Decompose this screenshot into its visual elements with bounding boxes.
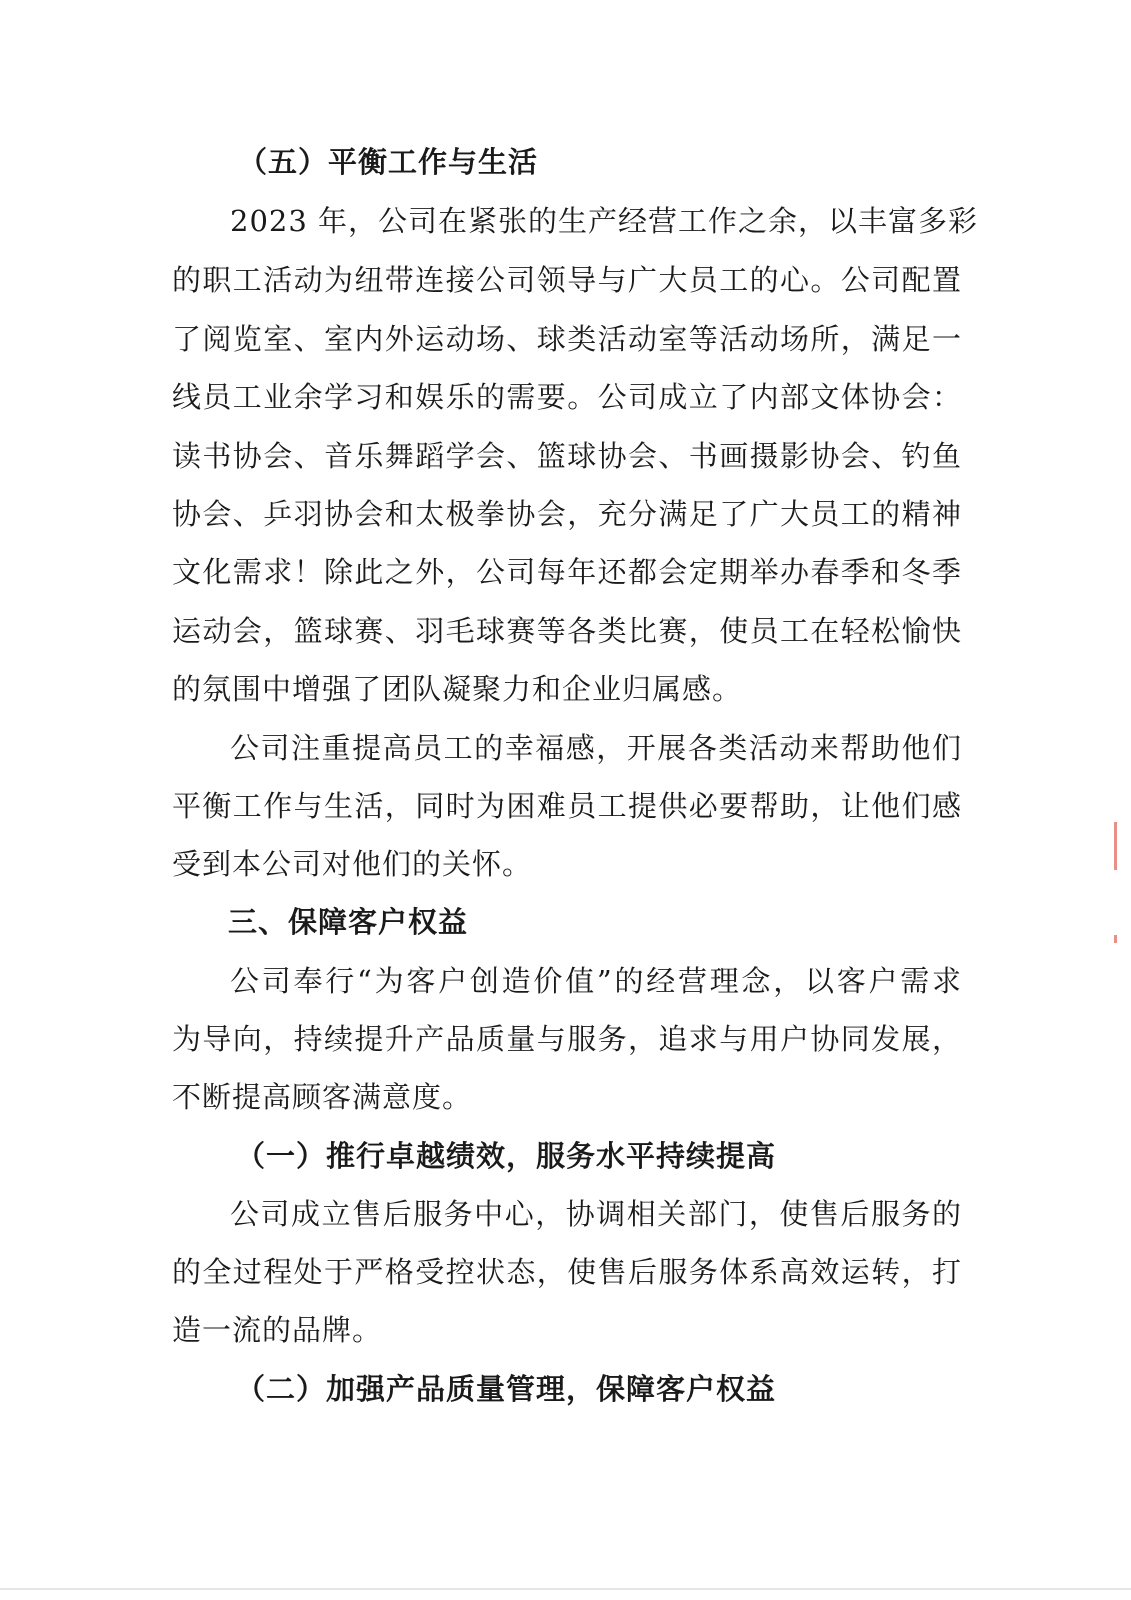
paragraph-line: 公司成立售后服务中心，协调相关部门，使售后服务的 (230, 1197, 962, 1231)
paragraph-line: 线员工业余学习和娱乐的需要。公司成立了内部文体协会： (172, 380, 962, 414)
paragraph-line: 协会、乒羽协会和太极拳协会，充分满足了广大员工的精神 (172, 497, 962, 531)
paragraph-line: 公司奉行“为客户创造价值”的经营理念，以客户需求 (230, 964, 962, 998)
paragraph-line: 读书协会、音乐舞蹈学会、篮球协会、书画摄影协会、钓鱼 (172, 439, 962, 473)
paragraph-line: 的氛围中增强了团队凝聚力和企业归属感。 (172, 672, 743, 706)
paragraph-line: 了阅览室、室内外运动场、球类活动室等活动场所，满足一 (172, 322, 962, 356)
seal-edge-mark (1100, 822, 1117, 870)
paragraph-line: 平衡工作与生活，同时为困难员工提供必要帮助，让他们感 (172, 789, 962, 823)
paragraph-line: 运动会，篮球赛、羽毛球赛等各类比赛，使员工在轻松愉快 (172, 614, 962, 648)
paragraph-line: 为导向，持续提升产品质量与服务，追求与用户协同发展， (172, 1022, 962, 1056)
heading-balance-work-life: （五）平衡工作与生活 (238, 145, 539, 179)
scan-bottom-edge (0, 1588, 1131, 1590)
heading-excellence-performance: （一）推行卓越绩效，服务水平持续提高 (236, 1139, 777, 1173)
paragraph-line: 不断提高顾客满意度。 (172, 1080, 473, 1114)
heading-protect-customer-rights: 三、保障客户权益 (228, 905, 469, 939)
heading-product-quality: （二）加强产品质量管理，保障客户权益 (236, 1372, 777, 1406)
paragraph-line: 公司注重提高员工的幸福感，开展各类活动来帮助他们 (230, 731, 962, 765)
seal-edge-mark (1100, 935, 1117, 943)
paragraph-line: 2023 年，公司在紧张的生产经营工作之余，以丰富多彩 (230, 204, 979, 238)
paragraph-line: 造一流的品牌。 (172, 1313, 383, 1347)
paragraph-line: 的职工活动为纽带连接公司领导与广大员工的心。公司配置 (172, 263, 962, 297)
paragraph-line: 的全过程处于严格受控状态，使售后服务体系高效运转，打 (172, 1255, 962, 1289)
paragraph-line: 文化需求！除此之外，公司每年还都会定期举办春季和冬季 (172, 555, 962, 589)
paragraph-line: 受到本公司对他们的关怀。 (172, 847, 533, 881)
